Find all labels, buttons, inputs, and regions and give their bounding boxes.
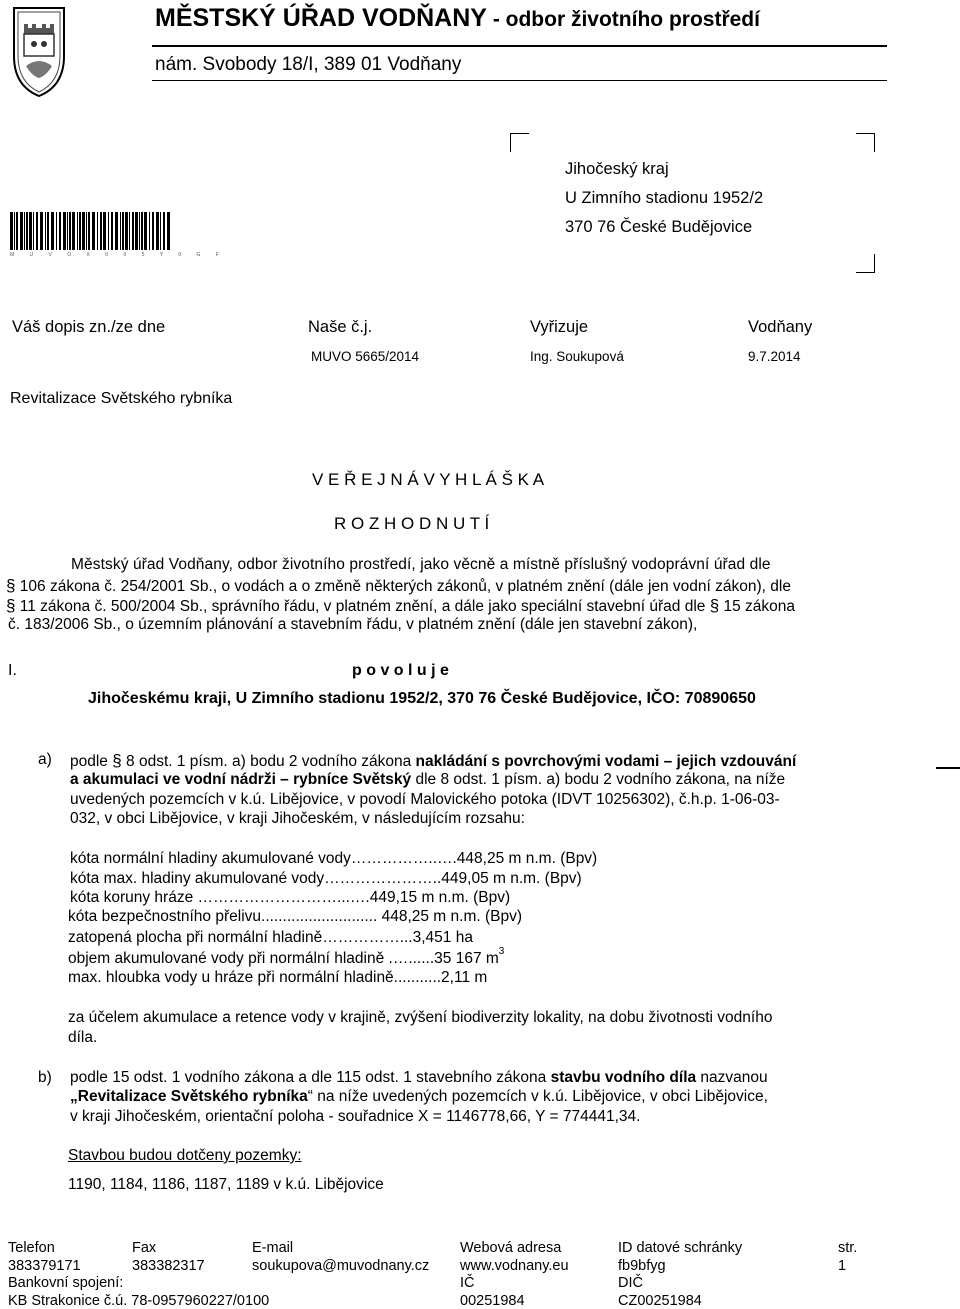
item-a-text: podle [70, 753, 108, 770]
item-a-text: 8 odst. 1 písm. a) bodu 2 vodního zákona [121, 753, 416, 770]
item-b-text: nazvanou [696, 1069, 768, 1086]
footer-page-label: str. [838, 1240, 858, 1256]
decision-title: R O Z H O D N U T Í [334, 514, 490, 533]
barcode-bar [86, 212, 87, 250]
barcode-bar [45, 212, 46, 250]
intro-text: , o územním plánování a stavebním řádu, v platném znění (dále jen stavební zákon), [116, 616, 698, 633]
barcode-bar [88, 212, 90, 250]
barcode-bar [63, 212, 66, 250]
item-a-label: a) [38, 751, 52, 768]
footer-web-label: Webová adresa [460, 1240, 562, 1256]
param-line [68, 946, 505, 968]
item-b-line: v kraji Jihočeském, orientační poloha - souřadnice X = 1146778,66, Y = 774441,34. [70, 1108, 641, 1125]
intro-text: , správního řádu, v platném znění, a dále jako speciální stavební úřad dle [203, 598, 706, 615]
ref-handled-by-label: Vyřizuje [530, 318, 589, 336]
footer-fax: 383382317 [132, 1258, 205, 1274]
paragraph-sign: § [112, 751, 122, 770]
item-b-line [70, 1069, 768, 1087]
param-line: kóta bezpečnostního přelivu........................... 448,25 m n.m. (Bpv) [68, 908, 523, 925]
footer-page-number: 1 [838, 1258, 847, 1274]
paragraph-sign: § [6, 576, 16, 595]
recipient-street: U Zimního stadionu 1952/2 [565, 189, 764, 207]
footer-ic-label: IČ [460, 1275, 475, 1291]
affected-heading: Stavbou budou dotčeny pozemky: [68, 1147, 302, 1164]
barcode-bar [26, 212, 28, 250]
purpose-line: za účelem akumulace a retence vody v krajině, zvýšení biodiverzity lokality, na dobu životnosti vodního [68, 1009, 773, 1026]
barcode-bar [122, 212, 124, 250]
barcode-bar [51, 212, 54, 250]
office-address: nám. Svobody 18/I, 389 01 Vodňany [155, 54, 462, 75]
barcode-bar [77, 212, 78, 250]
intro-line: Městský úřad Vodňany, odbor životního prostředí, jako věcně a místně příslušný vodoprávní úřad dle [71, 556, 771, 573]
barcode-bar [111, 212, 113, 250]
param-line: max. hloubka vody u hráze při normální hladině...........2,11 m [68, 969, 488, 986]
item-b-bold-text: stavbu vodního díla [550, 1069, 697, 1086]
footer-bank-label: Bankovní spojení: [8, 1275, 124, 1291]
header-divider [152, 45, 887, 47]
item-b-bold-text: „Revitalizace Světského rybníka [70, 1088, 308, 1105]
intro-law-ref: 15 zákona [719, 598, 796, 615]
section-number: I. [8, 662, 17, 679]
barcode-bar [132, 212, 134, 250]
footer-web[interactable]: www.vodnany.eu [460, 1258, 569, 1274]
barcode-bar [100, 212, 102, 250]
barcode-bar [69, 212, 71, 250]
barcode-bar [141, 212, 143, 250]
superscript: 3 [498, 946, 505, 957]
barcode-bar [36, 212, 38, 250]
param-line: kóta normální hladiny akumulované vody……………..….448,25 m n.m. (Bpv) [70, 850, 598, 867]
barcode-bar [24, 212, 25, 250]
ref-date: 9.7.2014 [748, 349, 801, 364]
intro-text: , o vodách a o změně některých zákonů, v platném znění (dále jen vodní zákon), dle [212, 578, 791, 595]
footer-bank: KB Strakonice č.ú. 78-0957960227/0100 [8, 1293, 270, 1309]
barcode-bar [152, 212, 154, 250]
intro-law-ref: č. 183/2006 Sb. [8, 616, 117, 633]
purpose-line: díla. [68, 1029, 98, 1046]
barcode-bar [59, 212, 61, 250]
barcode-bar [108, 212, 109, 250]
item-b-label: b) [38, 1069, 52, 1086]
barcode-bar [82, 212, 85, 250]
item-a-line: uvedených pozemcích v k.ú. Libějovice, v povodí Malovického potoka (IDVT 10256302), č.h.p. 1-06-03- [70, 791, 780, 808]
barcode-bar [115, 212, 118, 250]
recipient-city: 370 76 České Budějovice [565, 218, 753, 236]
margin-mark [936, 767, 960, 769]
param-line: kóta koruny hráze ………………………...….449,15 m n.m. (Bpv) [70, 889, 511, 906]
footer-databox: fb9bfyg [618, 1258, 666, 1274]
ref-our-number: MUVO 5665/2014 [311, 349, 420, 364]
footer-ic: 00251984 [460, 1293, 525, 1309]
address-corner-mark [856, 254, 875, 273]
intro-line [6, 576, 791, 596]
barcode-bar [103, 212, 106, 250]
paragraph-sign: § [6, 596, 16, 615]
barcode-code: M U V O X 0 0 5 Y 0 G F [10, 252, 226, 258]
barcode-bar [92, 212, 95, 250]
department-name: - odbor životního prostředí [486, 8, 760, 31]
item-a-text: dle 8 odst. 1 písm. a) bodu 2 vodního zákona, na níže [411, 771, 786, 788]
item-b-text: podle 15 odst. 1 vodního zákona a dle 115 odst. 1 stavebního zákona [70, 1069, 551, 1086]
footer-fax-label: Fax [132, 1240, 157, 1256]
barcode-bar [120, 212, 121, 250]
item-b-line [70, 1088, 768, 1106]
barcode-bar [33, 212, 34, 250]
document-subject: Revitalizace Světského rybníka [10, 390, 233, 407]
barcode-bar [72, 212, 75, 250]
footer-email-label: E-mail [252, 1240, 294, 1256]
barcode-bar [149, 212, 150, 250]
header-divider-thin [152, 80, 887, 81]
intro-law-ref: 11 zákona č. 500/2004 Sb. [15, 598, 204, 615]
barcode-bar [129, 212, 130, 250]
affected-list: 1190, 1184, 1186, 1187, 1189 v k.ú. Libějovice [68, 1176, 384, 1193]
section-verb: p o v o l u j e [352, 662, 449, 679]
barcode-bar [20, 212, 23, 250]
footer-email[interactable]: soukupova@muvodnany.cz [252, 1258, 430, 1274]
intro-line [8, 616, 697, 634]
barcode-bar [144, 212, 147, 250]
item-a-bold-text: nakládání s povrchovými vodami – jejich vzdouvání [415, 753, 797, 770]
barcode-bar [56, 212, 57, 250]
address-corner-mark [856, 133, 875, 152]
barcode-bar [10, 212, 13, 250]
footer-dic-label: DIČ [618, 1275, 643, 1291]
city-crest-logo [6, 4, 142, 98]
ref-place-label: Vodňany [748, 318, 813, 336]
barcode-bar [79, 212, 81, 250]
param-text: objem akumulované vody při normální hladině .…......35 167 m [68, 950, 499, 968]
ref-your-letter-label: Váš dopis zn./ze dne [12, 318, 166, 336]
applicant: Jihočeskému kraji, U Zimního stadionu 1952/2, 370 76 České Budějovice, IČO: 70890650 [88, 690, 756, 707]
footer-phone-label: Telefon [8, 1240, 55, 1256]
intro-line [6, 596, 795, 616]
intro-law-ref: 106 zákona č. 254/2001 Sb. [15, 578, 213, 595]
office-name: MĚSTSKÝ ÚŘAD VODŇANY [155, 4, 487, 32]
barcode-bar [14, 212, 15, 250]
recipient-name: Jihočeský kraj [565, 160, 669, 178]
paragraph-sign: § [709, 596, 720, 615]
barcode-bar [97, 212, 98, 250]
barcode-bar [16, 212, 18, 250]
item-b-text: “ na níže uvedených pozemcích v k.ú. Libějovice, v obci Libějovice, [307, 1088, 768, 1105]
param-line: zatopená plocha při normální hladině……………...3,451 ha [68, 929, 473, 946]
address-corner-mark [510, 133, 529, 152]
footer-databox-label: ID datové schránky [618, 1240, 743, 1256]
barcode-bar [40, 212, 43, 250]
item-a-bold-text: a akumulaci ve vodní nádrži – rybníce Světský [70, 771, 412, 788]
barcode-bar [160, 212, 161, 250]
office-name-heading [155, 4, 760, 33]
item-a-line: 032, v obci Libějovice, v kraji Jihočeském, v následujícím rozsahu: [70, 810, 525, 827]
footer-dic: CZ00251984 [618, 1293, 702, 1309]
barcode-bar [47, 212, 49, 250]
barcode-bar [139, 212, 140, 250]
ref-our-number-label: Naše č.j. [308, 318, 373, 336]
item-a-line [70, 771, 785, 789]
barcode-bar [167, 212, 170, 250]
barcode-bar [29, 212, 32, 250]
param-line: kóta max. hladiny akumulované vody…………………..449,05 m n.m. (Bpv) [70, 870, 582, 887]
barcode-bar [125, 212, 128, 250]
public-notice-title: V E Ř E J N Á V Y H L Á Š K A [312, 470, 545, 489]
ref-handled-by: Ing. Soukupová [530, 349, 624, 364]
barcode-bar [156, 212, 159, 250]
barcode-bar [163, 212, 165, 250]
barcode-bar [135, 212, 138, 250]
item-a-line [70, 751, 796, 771]
footer-phone: 383379171 [8, 1258, 81, 1274]
barcode-bar [67, 212, 68, 250]
